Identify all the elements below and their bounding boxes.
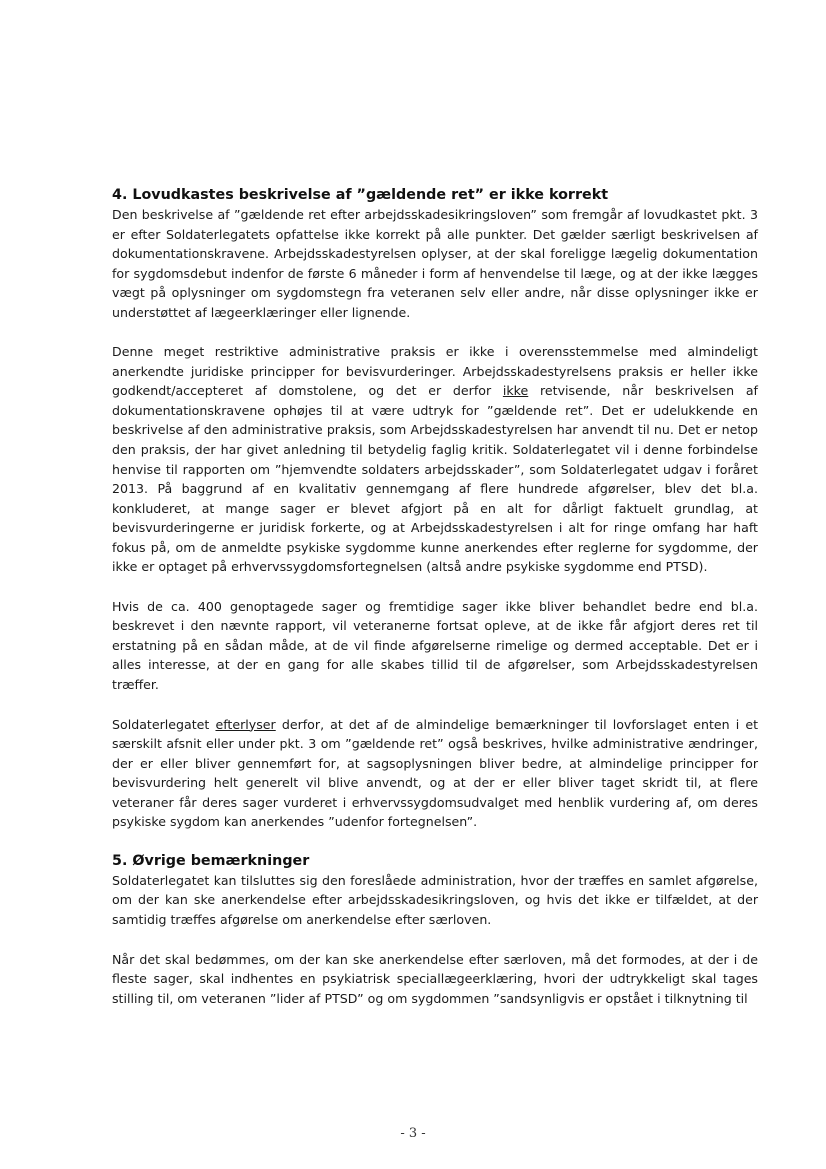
section-4-paragraph-1: Den beskrivelse af ”gældende ret efter arbejdsskadesikringsloven” som fremgår af lovudkastet pkt. 3 er efter Soldaterlegatets opfattelse ikke korrekt på alle punkter. Det gælder særligt beskrivelsen af dokumentationskravene. Arbejdsskadestyrelsen oplyser, at der skal foreligge lægelig dokumentation for sygdomsdebut indenfor de første 6 måneder i form af henvendelse til læge, og at der ikke lægges vægt på oplysninger om sygdomstegn fra veteranen selv eller andre, når disse oplysninger ikke er understøttet af lægeerklæringer eller lignende. <box>112 207 758 320</box>
paragraph-2-text-a: Denne meget restriktive administrative praksis er ikke i overensstemmelse med almindeligt anerkendte juridiske principper for bevisvurderinger. Arbejdsskadestyrelsens praksis er heller ikke godkendt/accepteret af domstolene, og det er derfor <box>112 344 758 399</box>
paragraph-4-text-b: derfor, at det af de almindelige bemærkninger til lovforslaget enten i et særskilt afsnit eller under pkt. 3 om ”gældende ret” også beskrives, hvilke administrative ændringer, der er eller bliver gennemført for, at sagsoplysningen bliver bedre, at almindelige principper for bevisvurdering helt generelt vil blive anvendt, og at der er eller bliver taget skridt til, at flere veteraner får deres sager vurderet i erhvervssygdomsudvalget med henblik vurdering af, om deres psykiske sygdom kan anerkendes ”udenfor fortegnelsen”. <box>112 716 759 830</box>
paragraph-4-underlined-word: efterlyser <box>215 716 276 732</box>
section-5-paragraph-1: Soldaterlegatet kan tilsluttes sig den foreslåede administration, hvor der træffes en samlet afgørelse, om der kan ske anerkendelse efter arbejdsskadesikringsloven, og hvis det ikke er tilfældet, at der samtidig træffes afgørelse om anerkendelse efter særloven. <box>112 872 758 927</box>
section-4-heading: 4. Lovudkastes beskrivelse af ”gældende ret” er ikke korrekt <box>112 187 609 203</box>
document-body <box>112 186 758 1008</box>
page-number: - 3 - <box>400 1126 426 1141</box>
section-5-heading: 5. Øvrige bemærkninger <box>112 852 310 869</box>
paragraph-2-underlined-word: ikke <box>502 383 529 399</box>
section-4-paragraph-2 <box>112 342 758 577</box>
section-5-paragraph-2: Når det skal bedømmes, om der kan ske anerkendelse efter særloven, må det formodes, at der i de fleste sager, skal indhentes en psykiatrisk speciallægeerklæring, hvori der udtrykkeligt skal tages stilling til, om veteranen ”lider af PTSD” og om sygdommen ”sandsynligvis er opstået i tilknytning til <box>112 951 758 1006</box>
section-4-paragraph-4 <box>112 715 758 832</box>
section-4-paragraph-3: Hvis de ca. 400 genoptagede sager og fremtidige sager ikke bliver behandlet bedre end bl.a. beskrevet i den nævnte rapport, vil veteranerne fortsat opleve, at de ikke får afgjort deres ret til erstatning på en sådan måde, at de vil finde afgørelserne rimelige og dermed acceptable. Det er i alles interesse, at der en gang for alle skabes tillid til de afgørelser, som Arbejdsskadestyrelsen træffer. <box>112 598 758 693</box>
paragraph-4-text-a: Soldaterlegatet <box>112 716 216 732</box>
paragraph-2-text-b: retvisende, når beskrivelsen af dokumentationskravene ophøjes til at være udtryk for ”gældende ret”. Det er udelukkende en beskrivelse af den administrative praksis, som Arbejdsskadestyrelsen har anvendt til nu. Det er netop den praksis, der har givet anledning til betydelig faglig kritik. Soldaterlegatet vil i denne forbindelse henvise til rapporten om ”hjemvendte soldaters arbejdsskader”, som Soldaterlegatet udgav i foråret 2013. På baggrund af en kvalitativ gennemgang af flere hundrede afgørelser, blev det bl.a. konkluderet, at mange sager er blevet afgjort på en alt for dårligt faktuelt grundlag, at bevisvurderingerne er juridisk forkerte, og at Arbejdsskadestyrelsen i alt for ringe omfang har haft fokus på, om de anmeldte psykiske sygdomme kunne anerkendes efter reglerne for sygdomme, der ikke er optaget på erhvervssygdomsfortegnelsen (altså andre psykiske sygdomme end PTSD). <box>112 383 758 575</box>
